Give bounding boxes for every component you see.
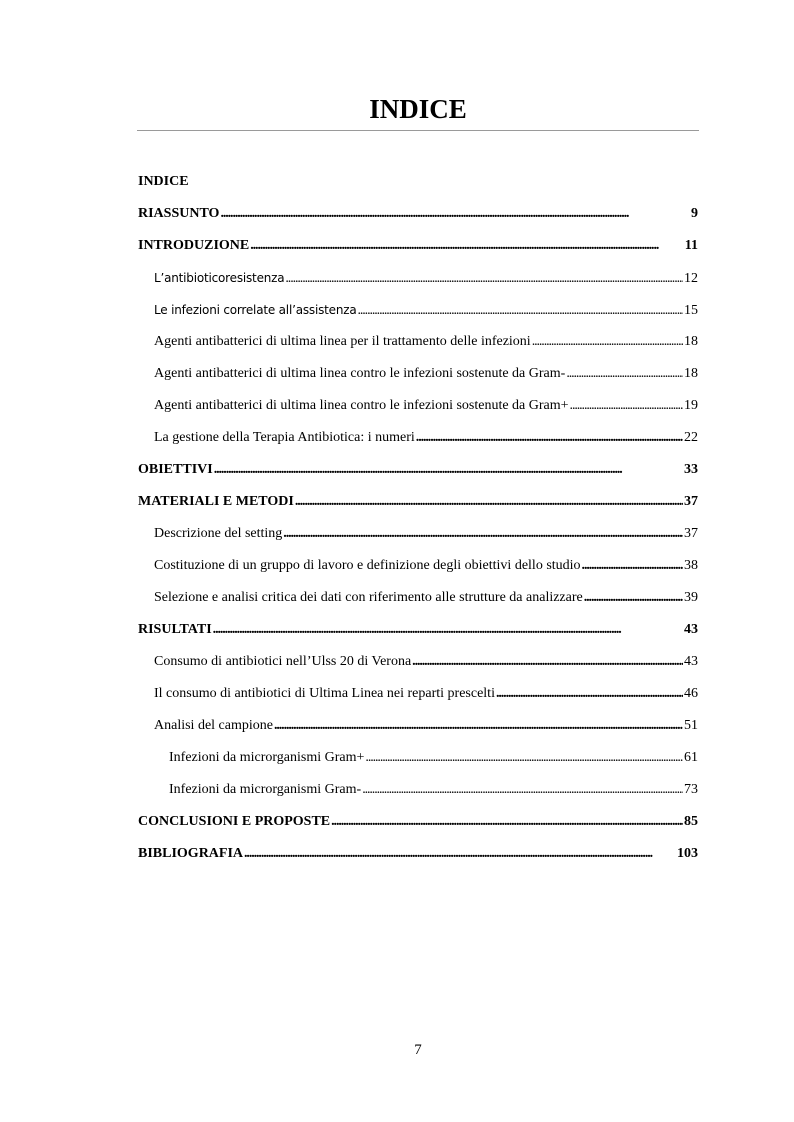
toc-entry-label: Descrizione del setting (154, 526, 283, 541)
toc-entry-label: Selezione e analisi critica dei dati con riferimento alle strutture da analizzare (154, 590, 583, 605)
toc-entry-label: OBIETTIVI (138, 462, 213, 477)
toc-entry-page: 33 (684, 462, 698, 477)
toc-entry-consumo-antibiotici[interactable] (154, 653, 698, 671)
toc-entry-label: Costituzione di un gruppo di lavoro e definizione degli obiettivi dello studio (154, 558, 581, 573)
toc-entry-page: 38 (684, 558, 698, 573)
toc-entry-infezioni-gram-positivi[interactable] (169, 749, 698, 767)
toc-entry-selezione-analisi[interactable] (154, 589, 698, 607)
dot-leader (365, 749, 683, 767)
toc-entry-label: La gestione della Terapia Antibiotica: i numeri (154, 430, 415, 445)
toc-entry-gruppo-lavoro[interactable] (154, 557, 698, 575)
toc-entry-agenti-trattamento[interactable] (154, 333, 698, 351)
toc-entry-page: 103 (677, 846, 698, 861)
toc-entry-page: 18 (684, 334, 698, 349)
toc-entry-page: 18 (684, 366, 698, 381)
dot-leader (285, 270, 683, 287)
dot-leader (283, 525, 683, 543)
toc-entry-risultati[interactable] (138, 621, 698, 639)
toc-entry-label: Agenti antibatterici di ultima linea contro le infezioni sostenute da Gram+ (154, 398, 569, 413)
toc-entry-antibioticoresistenza[interactable] (154, 269, 698, 287)
dot-leader (244, 845, 676, 863)
toc-entry-page: 19 (684, 398, 698, 413)
toc-entry-materiali-metodi[interactable] (138, 493, 698, 511)
toc-entry-label: Agenti antibatterici di ultima linea per il trattamento delle infezioni (154, 334, 531, 349)
toc-entry-infezioni-correlate[interactable] (154, 301, 698, 319)
toc-entry-page: 39 (684, 590, 698, 605)
dot-leader (566, 365, 683, 383)
dot-leader (357, 302, 683, 319)
toc-entry-label: Il consumo di antibiotici di Ultima Linea nei reparti prescelti (154, 686, 495, 701)
toc-entry-label: Le infezioni correlate all’assistenza (154, 303, 357, 317)
dot-leader (213, 621, 683, 639)
toc-entry-page: 43 (684, 654, 698, 669)
toc-entry-label: INTRODUZIONE (138, 238, 250, 253)
toc-entry-page: 61 (684, 750, 698, 765)
toc-entry-agenti-gram-negativi[interactable] (154, 365, 698, 383)
toc-entry-bibliografia[interactable] (138, 845, 698, 863)
dot-leader (214, 461, 683, 479)
page-title: INDICE (369, 94, 467, 124)
toc-entry-label: Agenti antibatterici di ultima linea contro le infezioni sostenute da Gram- (154, 366, 566, 381)
toc-entry-label: Analisi del campione (154, 718, 273, 733)
toc-entry-page: 22 (684, 430, 698, 445)
dot-leader (496, 685, 683, 703)
toc-entry-page: 37 (684, 494, 698, 509)
toc-entry-page: 9 (691, 206, 698, 221)
page-number: 7 (414, 1042, 422, 1058)
dot-leader (584, 589, 683, 607)
dot-leader (412, 653, 683, 671)
dot-leader (362, 781, 683, 799)
dot-leader (220, 205, 690, 223)
toc-entry-page: 85 (684, 814, 698, 829)
toc-entry-label: Consumo di antibiotici nell’Ulss 20 di Verona (154, 654, 412, 669)
toc-entry-analisi-campione[interactable] (154, 717, 698, 735)
toc-entry-agenti-gram-positivi[interactable] (154, 397, 698, 415)
toc-entry-label: BIBLIOGRAFIA (138, 846, 244, 861)
toc-entry-page: 37 (684, 526, 698, 541)
toc-entry-label: Infezioni da microrganismi Gram+ (169, 750, 365, 765)
toc-entry-label: Infezioni da microrganismi Gram- (169, 782, 362, 797)
toc-heading: INDICE (138, 174, 189, 189)
dot-leader (295, 493, 683, 511)
dot-leader (274, 717, 683, 735)
dot-leader (582, 557, 683, 575)
toc-entry-label: MATERIALI E METODI (138, 494, 294, 509)
toc-entry-page: 73 (684, 782, 698, 797)
toc-entry-label: L’antibioticoresistenza (154, 271, 285, 285)
toc-entry-conclusioni[interactable] (138, 813, 698, 831)
toc-entry-page: 15 (684, 303, 698, 318)
toc-entry-page: 11 (684, 238, 698, 253)
dot-leader (250, 237, 684, 255)
toc-entry-riassunto[interactable] (138, 205, 698, 223)
toc-entry-page: 46 (684, 686, 698, 701)
toc-entry-introduzione[interactable] (138, 237, 698, 255)
dot-leader (570, 397, 683, 415)
toc-entry-infezioni-gram-negativi[interactable] (169, 781, 698, 799)
toc-entry-label: RIASSUNTO (138, 206, 220, 221)
dot-leader (416, 429, 683, 447)
toc-entry-consumo-ultima-linea[interactable] (154, 685, 698, 703)
toc-entry-descrizione-setting[interactable] (154, 525, 698, 543)
toc-entry-obiettivi[interactable] (138, 461, 698, 479)
toc-entry-gestione-terapia[interactable] (154, 429, 698, 447)
dot-leader (532, 333, 683, 351)
toc-entry-label: RISULTATI (138, 622, 212, 637)
toc-entry-page: 43 (684, 622, 698, 637)
toc-entry-label: CONCLUSIONI E PROPOSTE (138, 814, 331, 829)
toc-entry-page: 12 (684, 271, 698, 286)
dot-leader (331, 813, 683, 831)
toc-entry-page: 51 (684, 718, 698, 733)
